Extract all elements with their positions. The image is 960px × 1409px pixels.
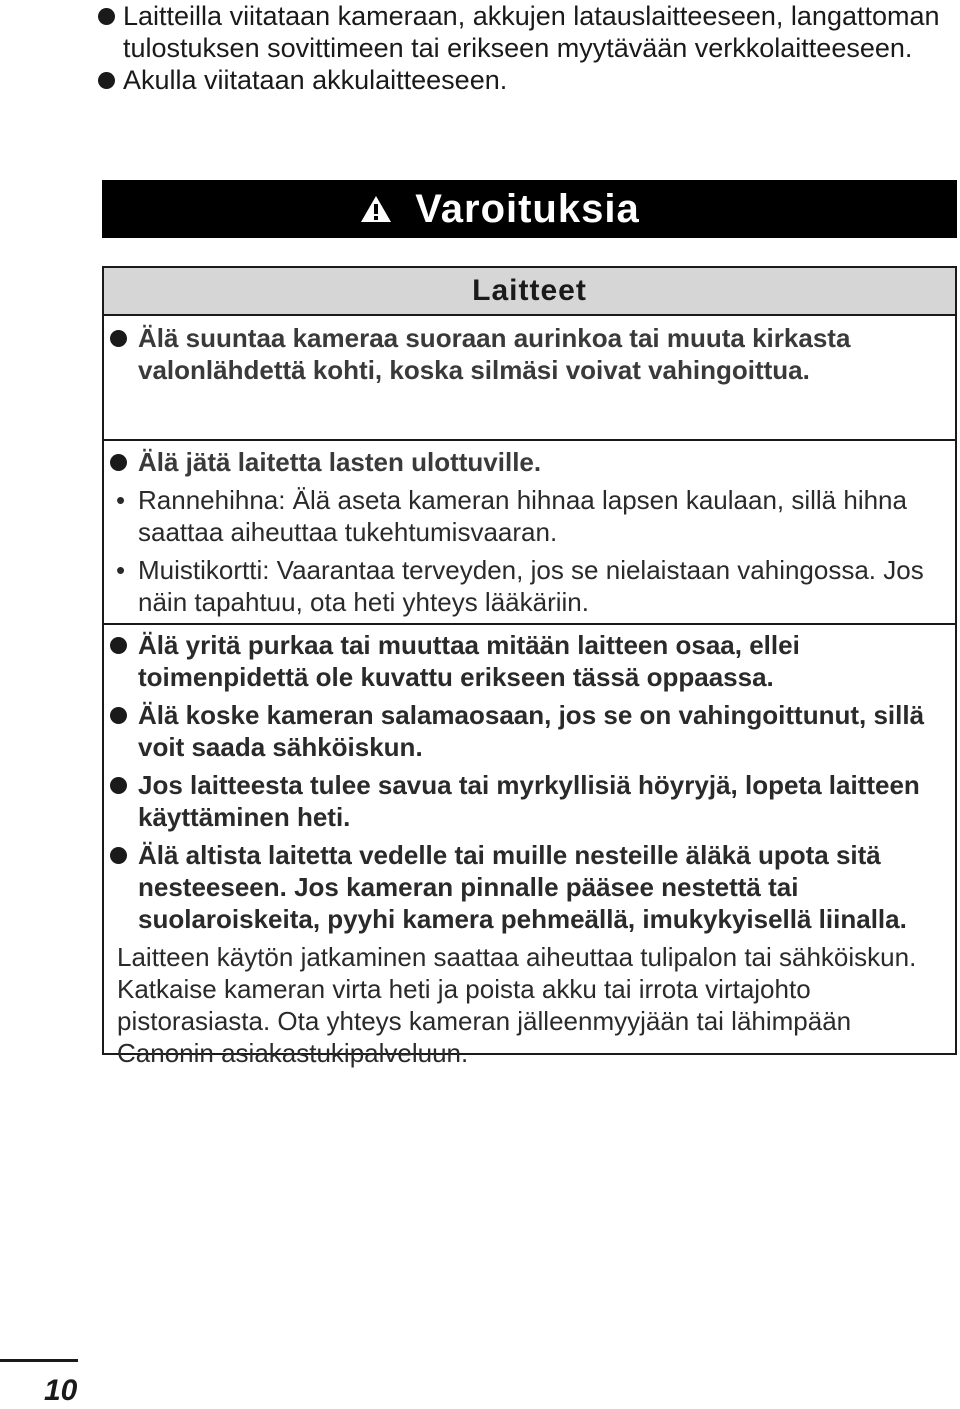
intro-text: Akulla viitataan akkulaitteeseen. (123, 65, 508, 95)
warning-text: Älä yritä purkaa tai muuttaa mitään laitteen osaa, ellei toimenpidettä ole kuvattu erikseen tässä oppaassa. (138, 630, 800, 692)
warning-subtext: Rannehihna: Älä aseta kameran hihnaa lapsen kaulaan, sillä hihna saattaa aiheuttaa tukehtumisvaaran. (138, 485, 907, 547)
warning-text: Älä suuntaa kameraa suoraan aurinkoa tai muuta kirkasta valonlähdettä kohti, koska silmäsi voivat vahingoittua. (138, 323, 851, 385)
warning-box (102, 266, 957, 1068)
warning-banner (102, 180, 957, 238)
page-number-rule (0, 1359, 78, 1362)
warning-item (104, 769, 955, 833)
warning-subtext: Muistikortti: Vaarantaa terveyden, jos se nielaistaan vahingossa. Jos näin tapahtuu, ota heti yhteys lääkäriin. (138, 555, 924, 617)
warning-item (104, 839, 955, 935)
warning-row (104, 316, 955, 441)
bullet-icon (110, 637, 127, 654)
bullet-icon (110, 777, 127, 794)
warning-title: Varoituksia (415, 186, 640, 231)
sub-bullet-icon: • (116, 555, 126, 585)
intro-text: Laitteilla viitataan kameraan, akkujen latauslaitteeseen, langattoman tulostuksen sovittimeen tai erikseen myytävään verkkolaitteeseen. (123, 1, 940, 63)
section-heading: Laitteet (104, 268, 955, 316)
warning-item (104, 699, 955, 763)
warning-row (104, 441, 955, 625)
page-number: 10 (44, 1374, 78, 1407)
warning-text: Älä altista laitetta vedelle tai muille nesteille äläkä upota sitä nesteeseen. Jos kameran pinnalle pääsee nestettä tai suolaroiskeita, pyyhi kamera pehmeällä, imukykyisellä liinalla. (138, 840, 907, 934)
warning-item (104, 446, 955, 478)
warning-text: Älä jätä laitetta lasten ulottuville. (138, 447, 542, 477)
bullet-icon (110, 847, 127, 864)
intro-item (96, 0, 946, 64)
warning-item (104, 629, 955, 693)
bullet-icon (110, 330, 127, 347)
warning-subitem (104, 484, 955, 548)
warning-text: Älä koske kameran salamaosaan, jos se on vahingoittunut, sillä voit saada sähköiskun. (138, 700, 925, 762)
closing-text: Laitteen käytön jatkaminen saattaa aiheuttaa tulipalon tai sähköiskun. Katkaise kameran virta heti ja poista akku tai irrota virtajohto pistorasiasta. Ota yhteys kameran jälleenmyyjään tai lähimpään Canonin asiakastukipalveluun. (117, 942, 917, 1068)
warning-row (104, 629, 955, 1069)
warning-triangle-icon (359, 194, 393, 224)
intro-list (96, 0, 946, 96)
bullet-icon (110, 454, 127, 471)
bullet-icon (98, 72, 115, 89)
warning-text: Jos laitteesta tulee savua tai myrkyllisiä höyryjä, lopeta laitteen käyttäminen heti. (138, 770, 920, 832)
warning-item (104, 322, 955, 386)
warning-subitem (104, 554, 955, 618)
bullet-icon (110, 707, 127, 724)
sub-bullet-icon: • (116, 485, 126, 515)
bullet-icon (98, 8, 115, 25)
intro-item (96, 64, 946, 96)
